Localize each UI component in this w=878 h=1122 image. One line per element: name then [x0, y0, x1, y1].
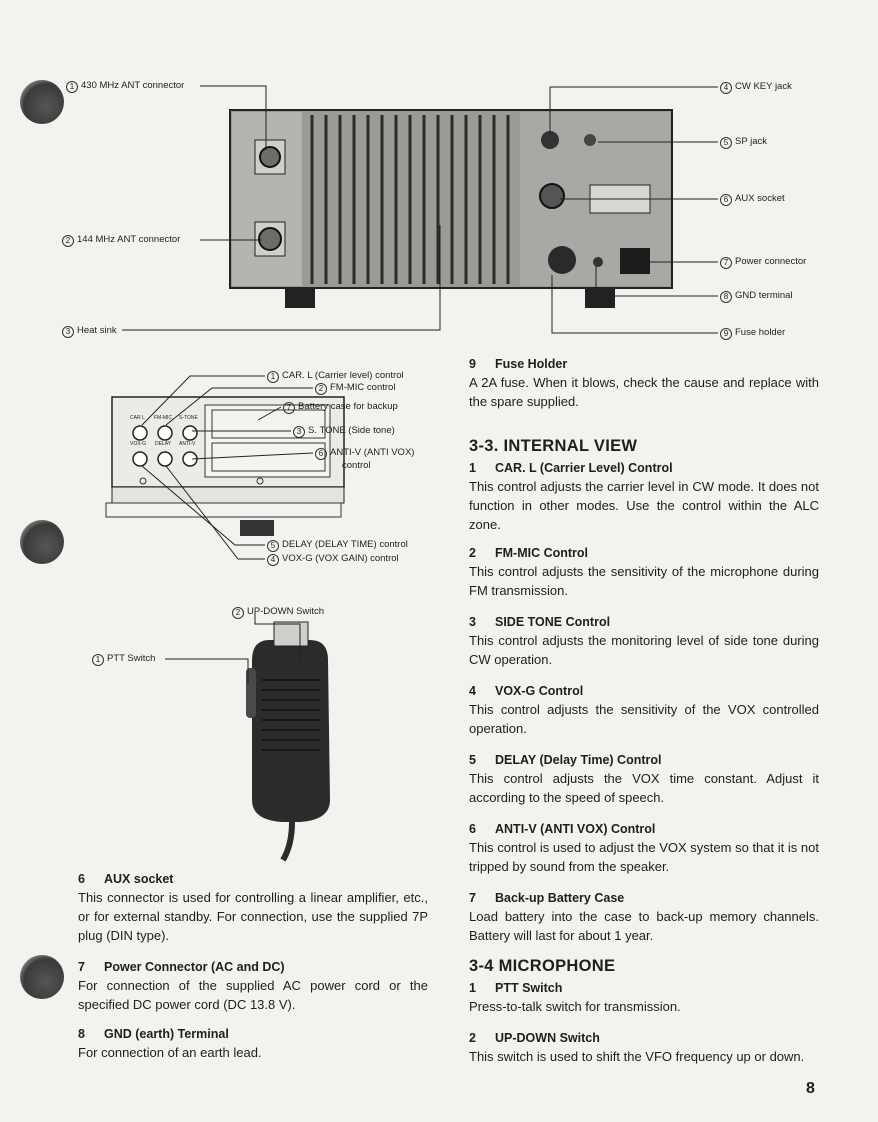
section-delay: 5 DELAY (Delay Time) Control This control adjusts the VOX time constant. Adjust it according to the speed of speech. [469, 753, 819, 805]
callout-144mhz-ant: 2 144 MHz ANT connector [62, 234, 180, 247]
section-side-tone: 3 SIDE TONE Control This control adjusts the monitoring level of side tone during CW operation. [469, 615, 819, 667]
callout-fm-mic: 2 FM-MIC control [315, 382, 395, 395]
section-gnd-terminal: 8 GND (earth) Terminal For connection of an earth lead. [78, 1027, 262, 1060]
section-backup-battery: 7 Back-up Battery Case Load battery into the case to back-up memory channels. Battery will last for about 1 year. [469, 891, 819, 943]
section-anti-v: 6 ANTI-V (ANTI VOX) Control This control is used to adjust the VOX system so that it is not tripped by sound from the speaker. [469, 822, 819, 874]
callout-up-down: 2 UP-DOWN Switch [232, 606, 324, 619]
callout-heat-sink: 3 Heat sink [62, 325, 117, 338]
page-number: 8 [806, 1080, 815, 1097]
section-ptt-switch: 1 PTT Switch Press-to-talk switch for transmission. [469, 981, 681, 1014]
panel-label: ANTI-V [179, 441, 196, 447]
panel-label: CAR L [130, 415, 145, 421]
section-vox-g: 4 VOX-G Control This control adjusts the sensitivity of the VOX controlled operation. [469, 684, 819, 736]
callout-cw-key: 4 CW KEY jack [720, 81, 792, 94]
callout-car-l: 1 CAR. L (Carrier level) control [267, 370, 404, 383]
rear-panel-illustration [230, 110, 672, 308]
section-fm-mic: 2 FM-MIC Control This control adjusts the sensitivity of the microphone during FM transmission. [469, 546, 819, 598]
heading-internal-view: 3-3. INTERNAL VIEW [469, 437, 638, 455]
callout-gnd-terminal: 8 GND terminal [720, 290, 793, 303]
panel-label: DELAY [155, 441, 172, 447]
heading-microphone: 3-4 MICROPHONE [469, 957, 616, 975]
panel-label: FM-MIC [154, 415, 173, 421]
callout-aux-socket: 6 AUX socket [720, 193, 785, 206]
callout-delay: 5 DELAY (DELAY TIME) control [267, 539, 408, 552]
callout-power-connector: 7 Power connector [720, 256, 806, 269]
callout-anti-v: 6 ANTI-V (ANTI VOX) control [315, 447, 414, 472]
section-aux-socket: 6 AUX socket This connector is used for controlling a linear amplifier, etc., or for external standby. For connection, use the supplied 7P plug (DIN type). [78, 872, 428, 943]
panel-label: VOX-G [130, 441, 147, 447]
callout-fuse-holder: 9 Fuse holder [720, 327, 785, 340]
callout-s-tone: 3 S. TONE (Side tone) [293, 425, 395, 438]
callout-430mhz-ant: 1 430 MHz ANT connector [66, 80, 184, 93]
callout-vox-g: 4 VOX-G (VOX GAIN) control [267, 553, 399, 566]
section-fuse-holder: 9 Fuse Holder A 2A fuse. When it blows, check the cause and replace with the spare supplied. [469, 357, 819, 409]
microphone-illustration [246, 622, 330, 860]
section-up-down-switch: 2 UP-DOWN Switch This switch is used to shift the VFO frequency up or down. [469, 1031, 805, 1064]
section-power-connector: 7 Power Connector (AC and DC) For connection of the supplied AC power cord or the specified DC power cord (DC 13.8 V). [78, 960, 428, 1012]
callout-ptt: 1 PTT Switch [92, 653, 155, 666]
panel-label: S-TONE [179, 415, 198, 421]
callout-battery-case: 7 Battery case for backup [283, 401, 398, 414]
callout-sp-jack: 5 SP jack [720, 136, 767, 149]
section-car-l: 1 CAR. L (Carrier Level) Control This control adjusts the carrier level in CW mode. It does not function in other modes. Use the control within the ALC zone. [469, 461, 819, 532]
